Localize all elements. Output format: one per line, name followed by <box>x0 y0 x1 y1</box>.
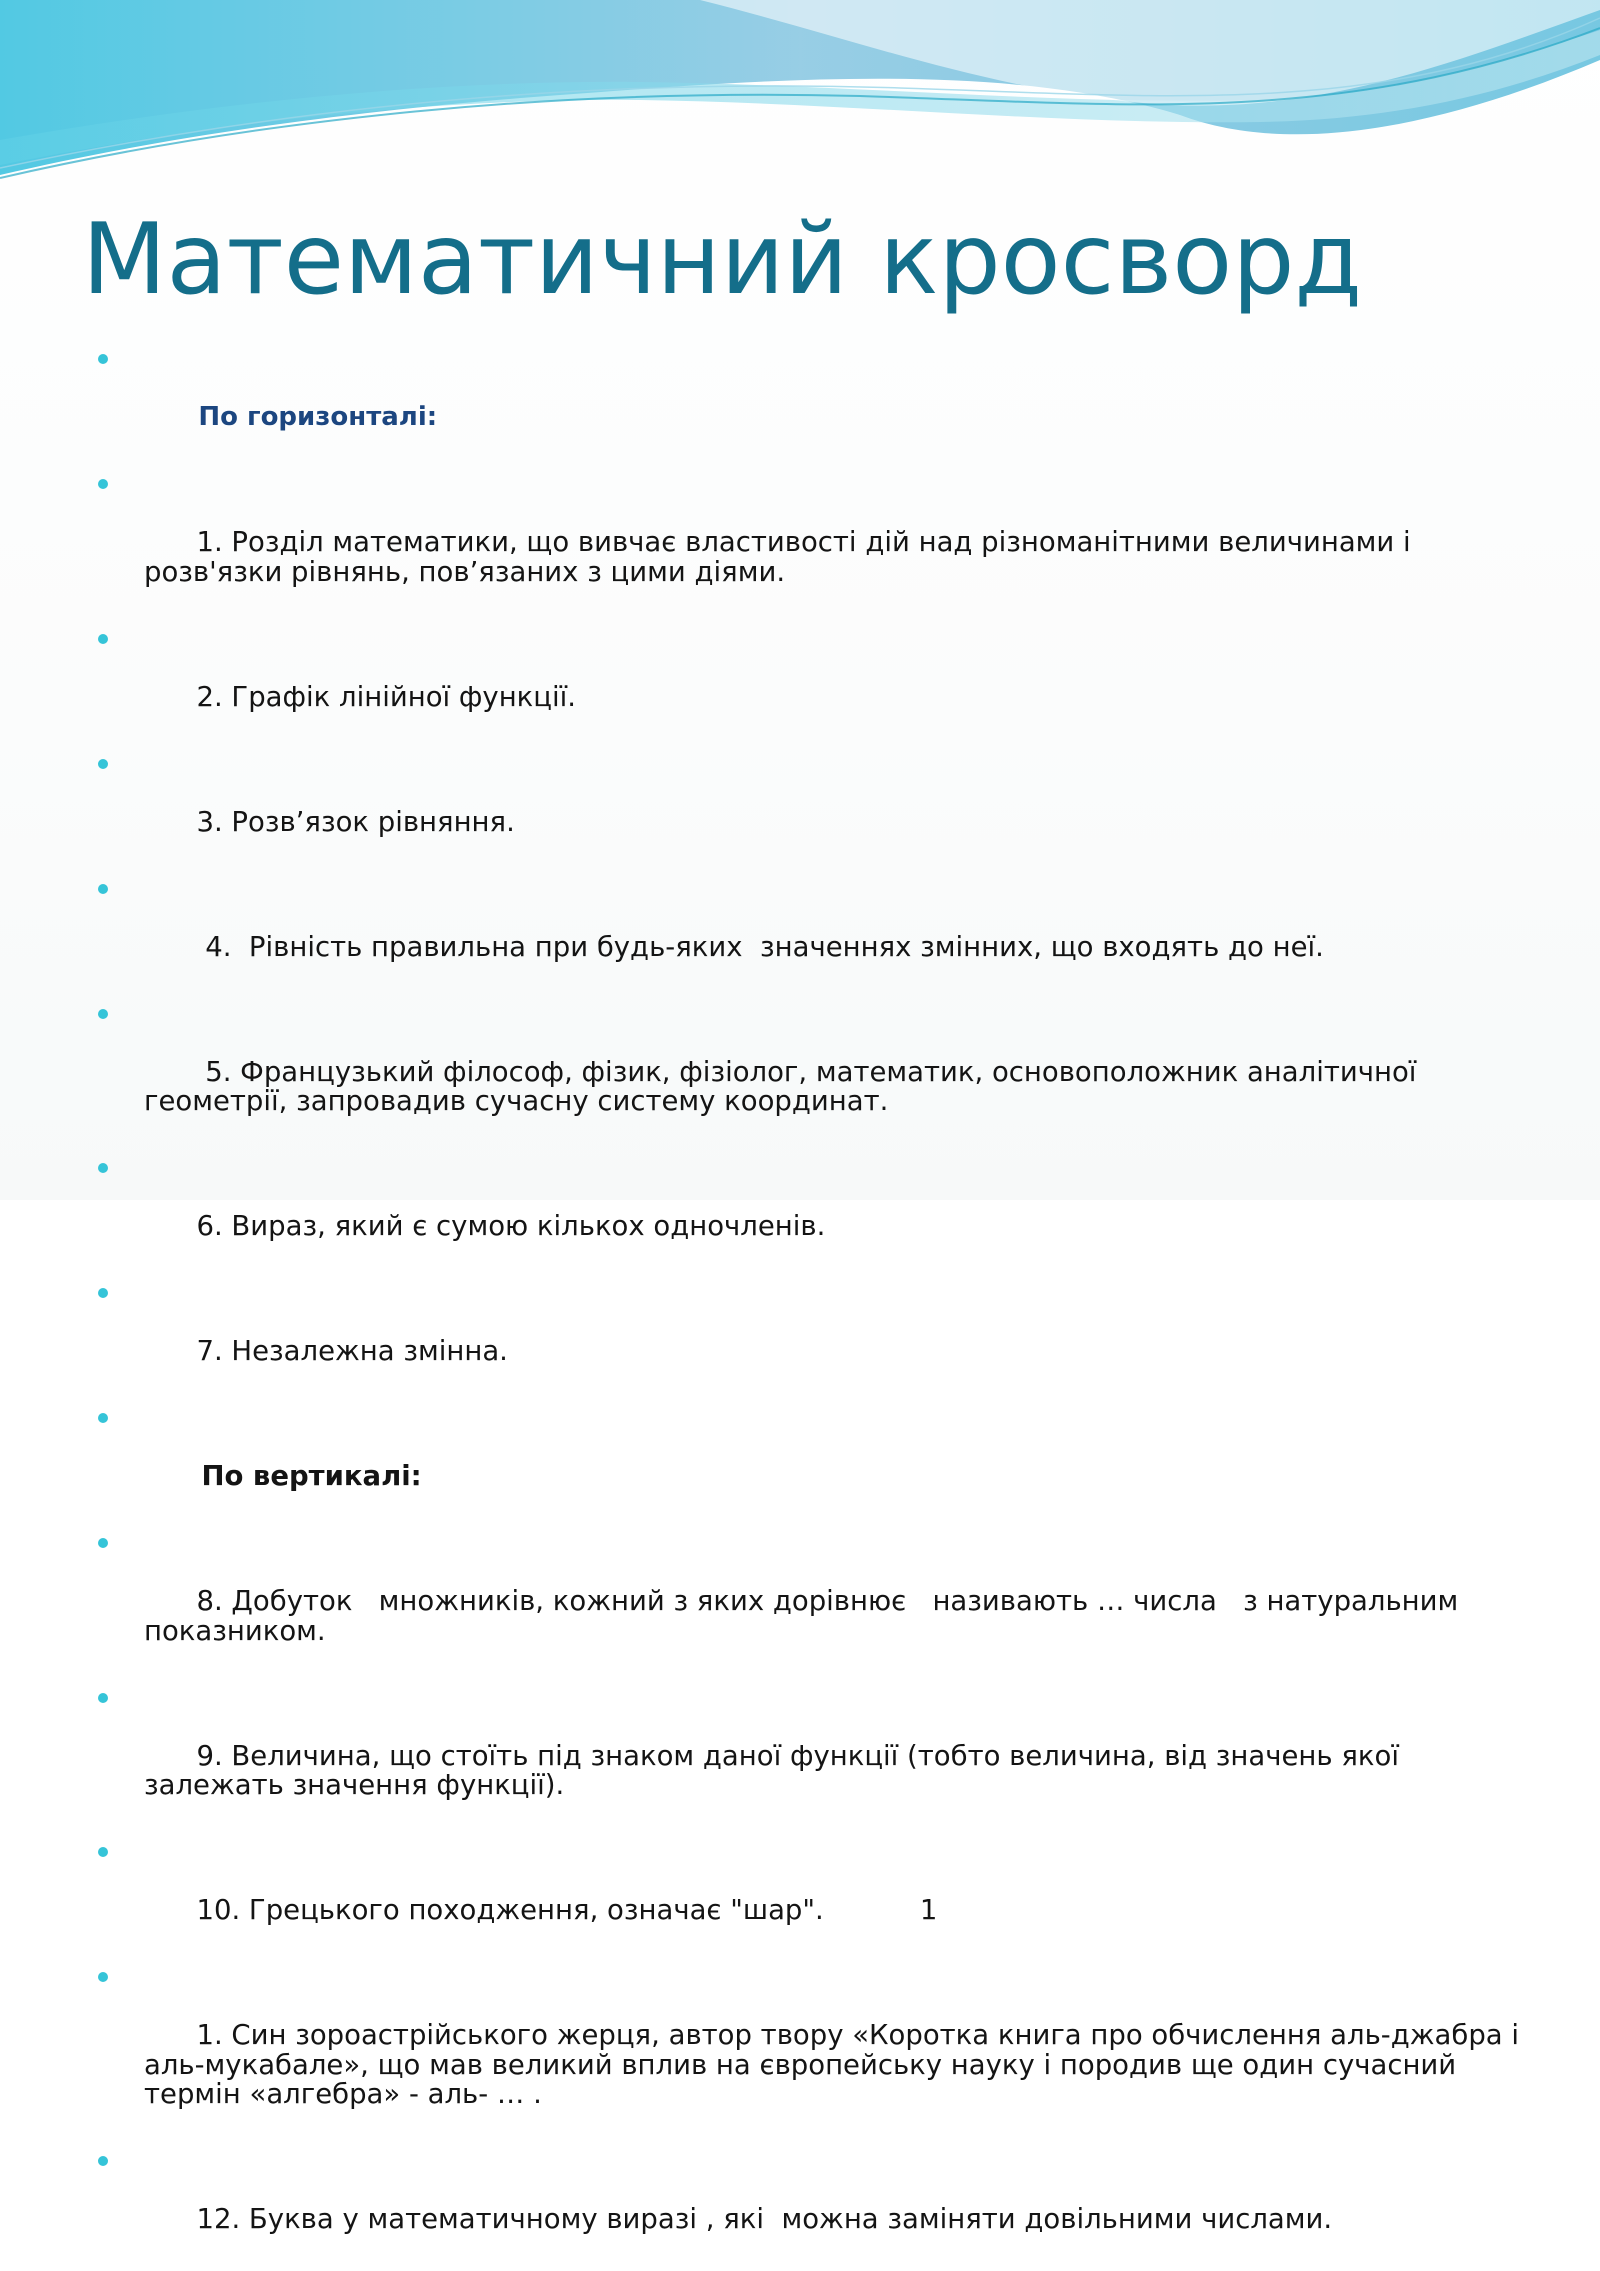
list-item-horizontal-heading <box>94 344 1534 462</box>
list-item-text: 1. Розділ математики, що вивчає властивості дій над різноманітними величинами і розв'язки рівнянь, пов’язаних з цими діями. <box>144 526 1420 588</box>
list-item-text: По вертикалі: <box>201 1460 422 1492</box>
list-item <box>94 874 1534 992</box>
list-item-text: По горизонталі: <box>198 402 438 432</box>
list-item-text: 7. Незалежна змінна. <box>196 1335 508 1367</box>
list-item <box>94 1153 1534 1271</box>
list-item-text: 6. Вираз, який є сумою кількох одночленів. <box>196 1210 826 1242</box>
list-item <box>94 2146 1534 2264</box>
list-item <box>94 1278 1534 1396</box>
list-item-text: 8. Добуток множників, кожний з яких дорівнює називають … числа з натуральним показником. <box>144 1585 1468 1647</box>
list-item <box>94 1837 1534 1955</box>
list-item-text: 4. Рівність правильна при будь-яких значеннях змінних, що входять до неї. <box>196 930 1324 963</box>
list-item <box>94 1962 1534 2139</box>
list-item-text: 1. Син зороастрійського жерця, автор твору «Коротка книга про обчислення аль-джабра і аль-мукабале», що мав великий вплив на європейську науку і породив ще один сучасний термін «алгебра» - аль- … . <box>144 2019 1528 2110</box>
slide-title: Математичний кросворд <box>82 203 1363 317</box>
bullet-dot-icon <box>98 1413 108 1423</box>
bullet-dot-icon <box>98 884 108 894</box>
bullet-dot-icon <box>98 1693 108 1703</box>
list-item-vertical-heading <box>94 1403 1534 1521</box>
bullet-dot-icon <box>98 2156 108 2166</box>
bullet-dot-icon <box>98 1009 108 1019</box>
list-item-text: 3. Розв’язок рівняння. <box>196 805 515 838</box>
list-item <box>94 624 1534 742</box>
crossword-clue-list <box>94 344 1534 2271</box>
header-wave-decoration <box>0 0 1600 200</box>
bullet-dot-icon <box>98 1847 108 1857</box>
bullet-dot-icon <box>98 634 108 644</box>
list-item-text: 2. Графік лінійної функції. <box>196 680 577 713</box>
list-item <box>94 1683 1534 1831</box>
bullet-dot-icon <box>98 1972 108 1982</box>
list-item <box>94 1528 1534 1676</box>
list-item-text: 10. Грецького походження, означає "шар". 1 <box>196 1894 938 1926</box>
bullet-dot-icon <box>98 354 108 364</box>
bullet-dot-icon <box>98 479 108 489</box>
list-item <box>94 999 1534 1147</box>
list-item <box>94 749 1534 867</box>
bullet-dot-icon <box>98 759 108 769</box>
bullet-dot-icon <box>98 1163 108 1173</box>
list-item-text: 9. Величина, що стоїть під знаком даної функції (тобто величина, від значень якої залежать значення функції). <box>144 1739 1408 1801</box>
list-item <box>94 469 1534 617</box>
bullet-dot-icon <box>98 1288 108 1298</box>
bullet-dot-icon <box>98 1538 108 1548</box>
list-item-text: 5. Французький філософ, фізик, фізіолог, математик, основоположник аналітичної геометрії, запровадив сучасну систему координат. <box>144 1055 1426 1117</box>
list-item-text: 12. Буква у математичному виразі , які можна заміняти довільними числами. <box>196 2203 1333 2235</box>
